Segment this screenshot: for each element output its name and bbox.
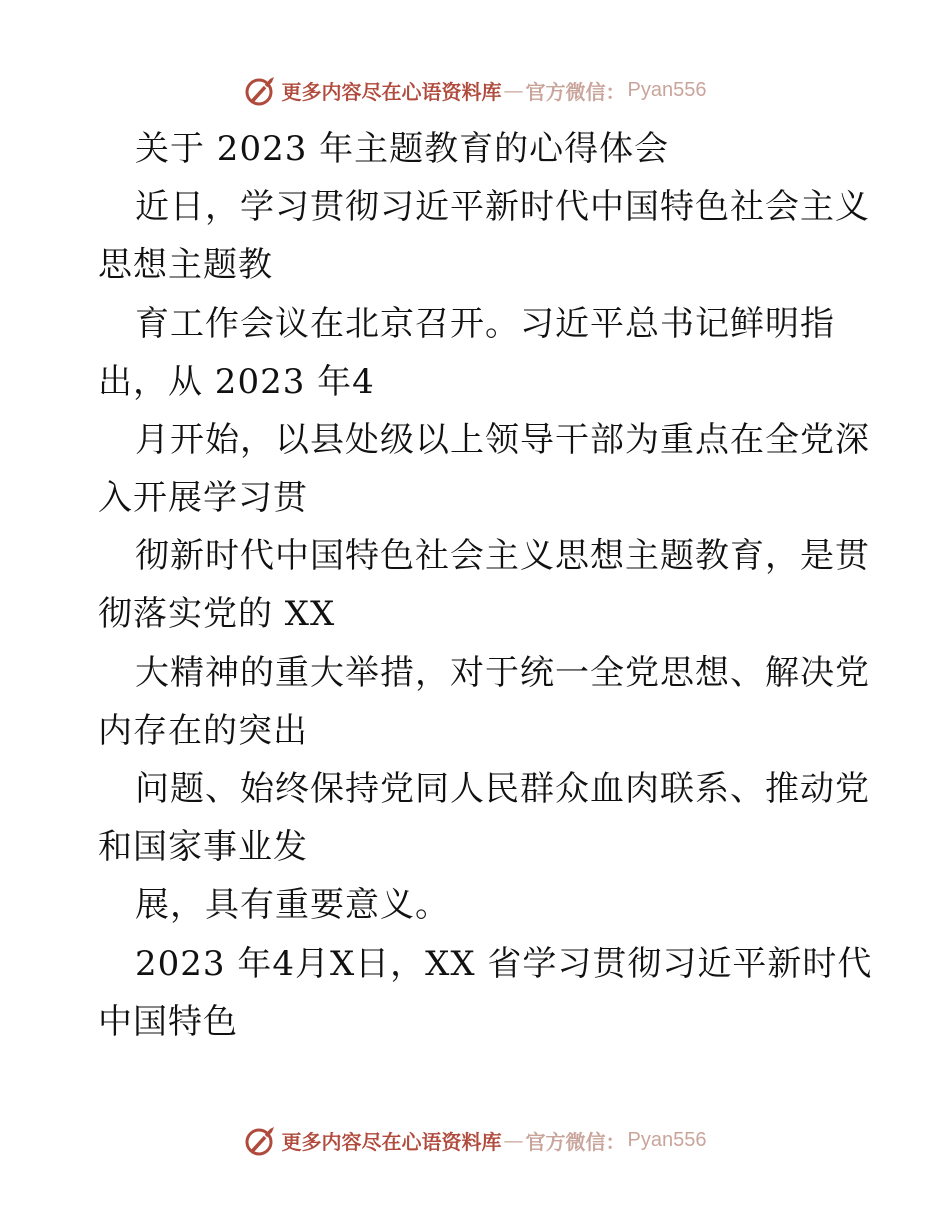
banner-wechat-id: Pyan556 <box>627 1128 707 1151</box>
body-line: 入开展学习贯 <box>98 478 308 518</box>
body-line: 和国家事业发 <box>98 827 308 867</box>
header-banner <box>0 72 950 108</box>
banner-dash: — <box>503 78 524 102</box>
banner-lead-text: 更多内容尽在心语资料库 <box>281 1129 502 1154</box>
body-line: 内存在的突出 <box>98 711 308 751</box>
body-line: 彻落实党的 XX <box>98 594 336 634</box>
footer-banner <box>0 1122 950 1158</box>
banner-lead-text: 更多内容尽在心语资料库 <box>281 79 502 104</box>
body-line: 近日，学习贯彻习近平新时代中国特色社会主义 <box>135 187 870 227</box>
body-line: 出，从 2023 年4 <box>98 362 375 402</box>
body-line: 展，具有重要意义。 <box>135 885 450 925</box>
quill-logo-icon <box>244 1123 278 1157</box>
doc-title: 关于 2023 年主题教育的心得体会 <box>135 129 670 169</box>
quill-logo-icon <box>244 73 278 107</box>
banner-wechat-id: Pyan556 <box>627 78 707 101</box>
banner-wechat-label: 官方微信： <box>525 1129 626 1154</box>
banner-dash: — <box>503 1128 524 1152</box>
body-line: 彻新时代中国特色社会主义思想主题教育，是贯 <box>135 536 870 576</box>
body-line: 育工作会议在北京召开。习近平总书记鲜明指 <box>135 304 835 344</box>
body-line: 思想主题教 <box>98 245 273 285</box>
body-line: 大精神的重大举措，对于统一全党思想、解决党 <box>135 653 870 693</box>
body-line: 中国特色 <box>98 1002 238 1042</box>
body-line: 2023 年4月X日，XX 省学习贯彻习近平新时代 <box>135 944 873 984</box>
body-line: 问题、始终保持党同人民群众血肉联系、推动党 <box>135 769 870 809</box>
banner-wechat-label: 官方微信： <box>525 79 626 104</box>
body-line: 月开始，以县处级以上领导干部为重点在全党深 <box>135 420 870 460</box>
